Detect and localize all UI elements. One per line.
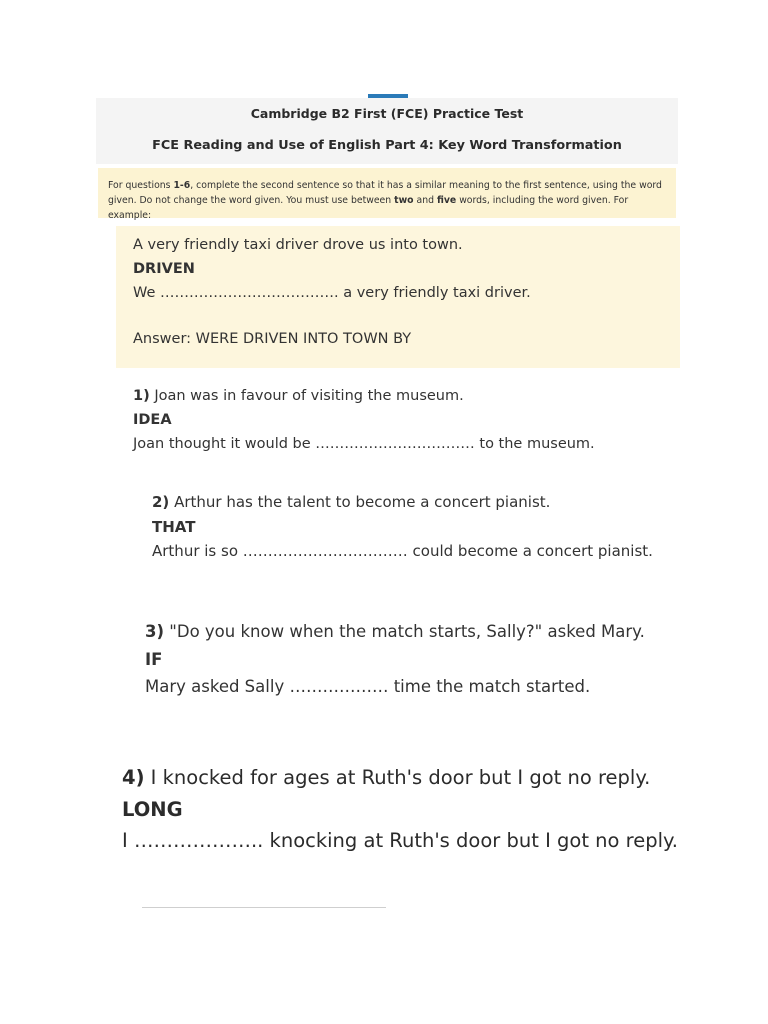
question-number: 3) [145, 622, 165, 641]
question-sentence [133, 384, 595, 408]
question-keyword: IDEA [133, 412, 172, 428]
instructions-text: , complete the second sentence so that it has a similar meaning to the first sentence, using the word given. Do not change the word given. You must use between [108, 180, 662, 206]
instructions-text: For questions [108, 180, 174, 191]
question-text: "Do you know when the match starts, Sally?" asked Mary. [164, 622, 645, 641]
question-transformation: Joan thought it would be …………………………… to the museum. [133, 436, 595, 452]
page-title: Cambridge B2 First (FCE) Practice Test [250, 106, 524, 121]
question-number: 2) [152, 493, 170, 511]
max-words: five [436, 195, 457, 206]
question-sentence [152, 490, 653, 515]
question-text: I knocked for ages at Ruth's door but I got no reply. [144, 766, 651, 789]
question-sentence [145, 618, 645, 646]
instructions-box [98, 168, 676, 221]
question-number: 1) [133, 388, 150, 404]
example-sentence: A very friendly taxi driver drove us into town. [133, 237, 463, 253]
instructions-text: and [413, 195, 437, 206]
page-subtitle: FCE Reading and Use of English Part 4: Key Word Transformation [152, 138, 622, 153]
question-text: Joan was in favour of visiting the museum. [149, 388, 464, 404]
min-words: two [394, 195, 414, 206]
example-transformation: We ………………………………. a very friendly taxi driver. [133, 285, 531, 301]
question-transformation: Arthur is so …………………………… could become a concert pianist. [152, 542, 653, 560]
question-number: 4) [122, 766, 145, 789]
question-4 [122, 762, 678, 857]
question-2 [152, 490, 653, 564]
question-transformation: I ……………….. knocking at Ruth's door but I got no reply. [122, 829, 679, 852]
example-keyword: DRIVEN [133, 261, 195, 277]
divider [142, 907, 386, 908]
example-box [116, 226, 680, 368]
question-range: 1-6 [173, 180, 191, 191]
question-3 [145, 618, 645, 701]
question-keyword: LONG [122, 797, 183, 821]
question-text: Arthur has the talent to become a concert pianist. [169, 493, 551, 511]
question-keyword: IF [145, 649, 163, 669]
example-answer: Answer: WERE DRIVEN INTO TOWN BY [133, 331, 412, 347]
question-1 [133, 384, 595, 456]
instructions-text: words, including the word given. For example: [108, 195, 629, 221]
question-keyword: THAT [152, 517, 196, 536]
question-sentence [122, 762, 678, 794]
question-transformation: Mary asked Sally ……………… time the match started. [145, 677, 591, 696]
